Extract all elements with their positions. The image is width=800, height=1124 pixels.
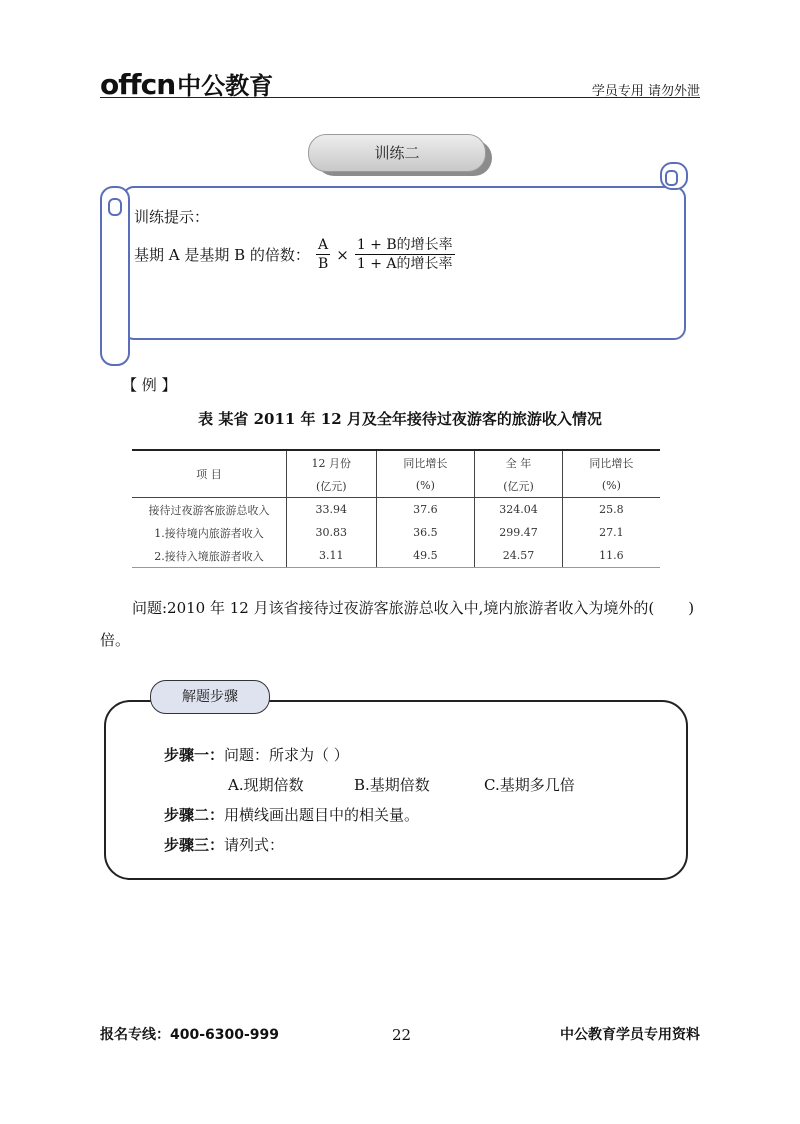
steps-title: 解题步骤 — [150, 680, 270, 714]
fraction-a-numerator: A — [318, 237, 329, 253]
table-cell: 27.1 — [599, 526, 624, 539]
fraction-growth — [355, 236, 455, 273]
header-full-year: 全 年 — [475, 450, 563, 474]
table-cell: 37.6 — [376, 498, 475, 522]
scroll-right-curl — [665, 170, 678, 186]
scroll-left-curl — [108, 198, 122, 216]
example-label: 【 例 】 — [122, 376, 177, 394]
table-cell: 299.47 — [475, 521, 563, 544]
step-two — [164, 804, 419, 825]
table-cell: 2.接待入境旅游者收入 — [132, 544, 287, 568]
times-sign: × — [336, 245, 349, 264]
question-text — [100, 592, 712, 656]
formula-prefix: 基期 A 是基期 B 的倍数： — [134, 246, 310, 264]
table-cell: 接待过夜游客旅游总收入 — [132, 498, 287, 522]
hint-formula — [134, 236, 455, 273]
fraction-a-denominator: B — [317, 256, 329, 272]
logo-latin: offcn — [100, 68, 176, 101]
fraction-growth-numerator: 1 + B的增长率 — [356, 237, 453, 253]
header-december: 12 月份 — [287, 450, 377, 474]
training-title: 训练二 — [308, 134, 486, 172]
table-row — [132, 544, 660, 568]
table-header-row — [132, 450, 660, 474]
table-row — [132, 498, 660, 522]
footer-hotline: 报名专线：400-6300-999 — [100, 1027, 280, 1043]
step-three-label: 步骤三： — [164, 836, 225, 854]
table-cell: 324.04 — [475, 498, 563, 522]
header-note: 学员专用 请勿外泄 — [591, 84, 700, 99]
fraction-a-over-b — [316, 236, 330, 273]
unit-full-year: (亿元) — [475, 474, 563, 498]
step-three-text: 请列式： — [224, 836, 285, 854]
step-one-text: 问题：所求为（ ） — [224, 746, 349, 764]
footer-note: 中公教育学员专用资料 — [560, 1027, 700, 1043]
header-divider — [100, 97, 700, 98]
table-cell: 1.接待境内旅游者收入 — [132, 521, 287, 544]
step-one-options — [228, 774, 575, 795]
step-one — [164, 744, 349, 765]
step-two-label: 步骤二： — [164, 806, 225, 824]
table-cell: 30.83 — [287, 521, 377, 544]
unit-december: (亿元) — [287, 474, 377, 498]
question-part-b: )倍。 — [100, 599, 695, 649]
logo-cn: 中公教育 — [177, 72, 274, 100]
option-c[interactable]: C.基期多几倍 — [484, 776, 575, 794]
question-part-a: 问题:2010 年 12 月该省接待过夜游客旅游总收入中,境内旅游者收入为境外的( — [132, 599, 655, 617]
header-yoy-december: 同比增长 — [376, 450, 475, 474]
page-number: 22 — [392, 1026, 412, 1044]
step-two-text: 用横线画出题目中的相关量。 — [224, 806, 420, 824]
header-yoy-full-year: 同比增长 — [562, 450, 660, 474]
fraction-growth-denominator: 1 + A的增长率 — [356, 256, 453, 272]
hint-title: 训练提示： — [134, 208, 210, 226]
header-item: 项 目 — [132, 450, 287, 498]
table-cell: 33.94 — [287, 498, 377, 522]
option-b[interactable]: B.基期倍数 — [354, 776, 430, 794]
table-cell: 25.8 — [562, 498, 660, 522]
table-cell: 24.57 — [475, 544, 563, 568]
unit-yoy-full-year: (%) — [601, 479, 621, 492]
table-title: 表 某省 2011 年 12 月及全年接待过夜游客的旅游收入情况 — [198, 410, 602, 428]
step-one-label: 步骤一： — [164, 746, 225, 764]
tourism-income-table — [132, 449, 660, 568]
table-row — [132, 521, 660, 544]
step-three — [164, 834, 284, 855]
table-cell: 3.11 — [287, 544, 377, 568]
table-cell: 11.6 — [562, 544, 660, 568]
offcn-logo — [100, 66, 273, 101]
option-a[interactable]: A.现期倍数 — [228, 776, 304, 794]
table-cell: 36.5 — [376, 521, 475, 544]
table-cell: 49.5 — [376, 544, 475, 568]
unit-yoy-december: (%) — [376, 474, 475, 498]
